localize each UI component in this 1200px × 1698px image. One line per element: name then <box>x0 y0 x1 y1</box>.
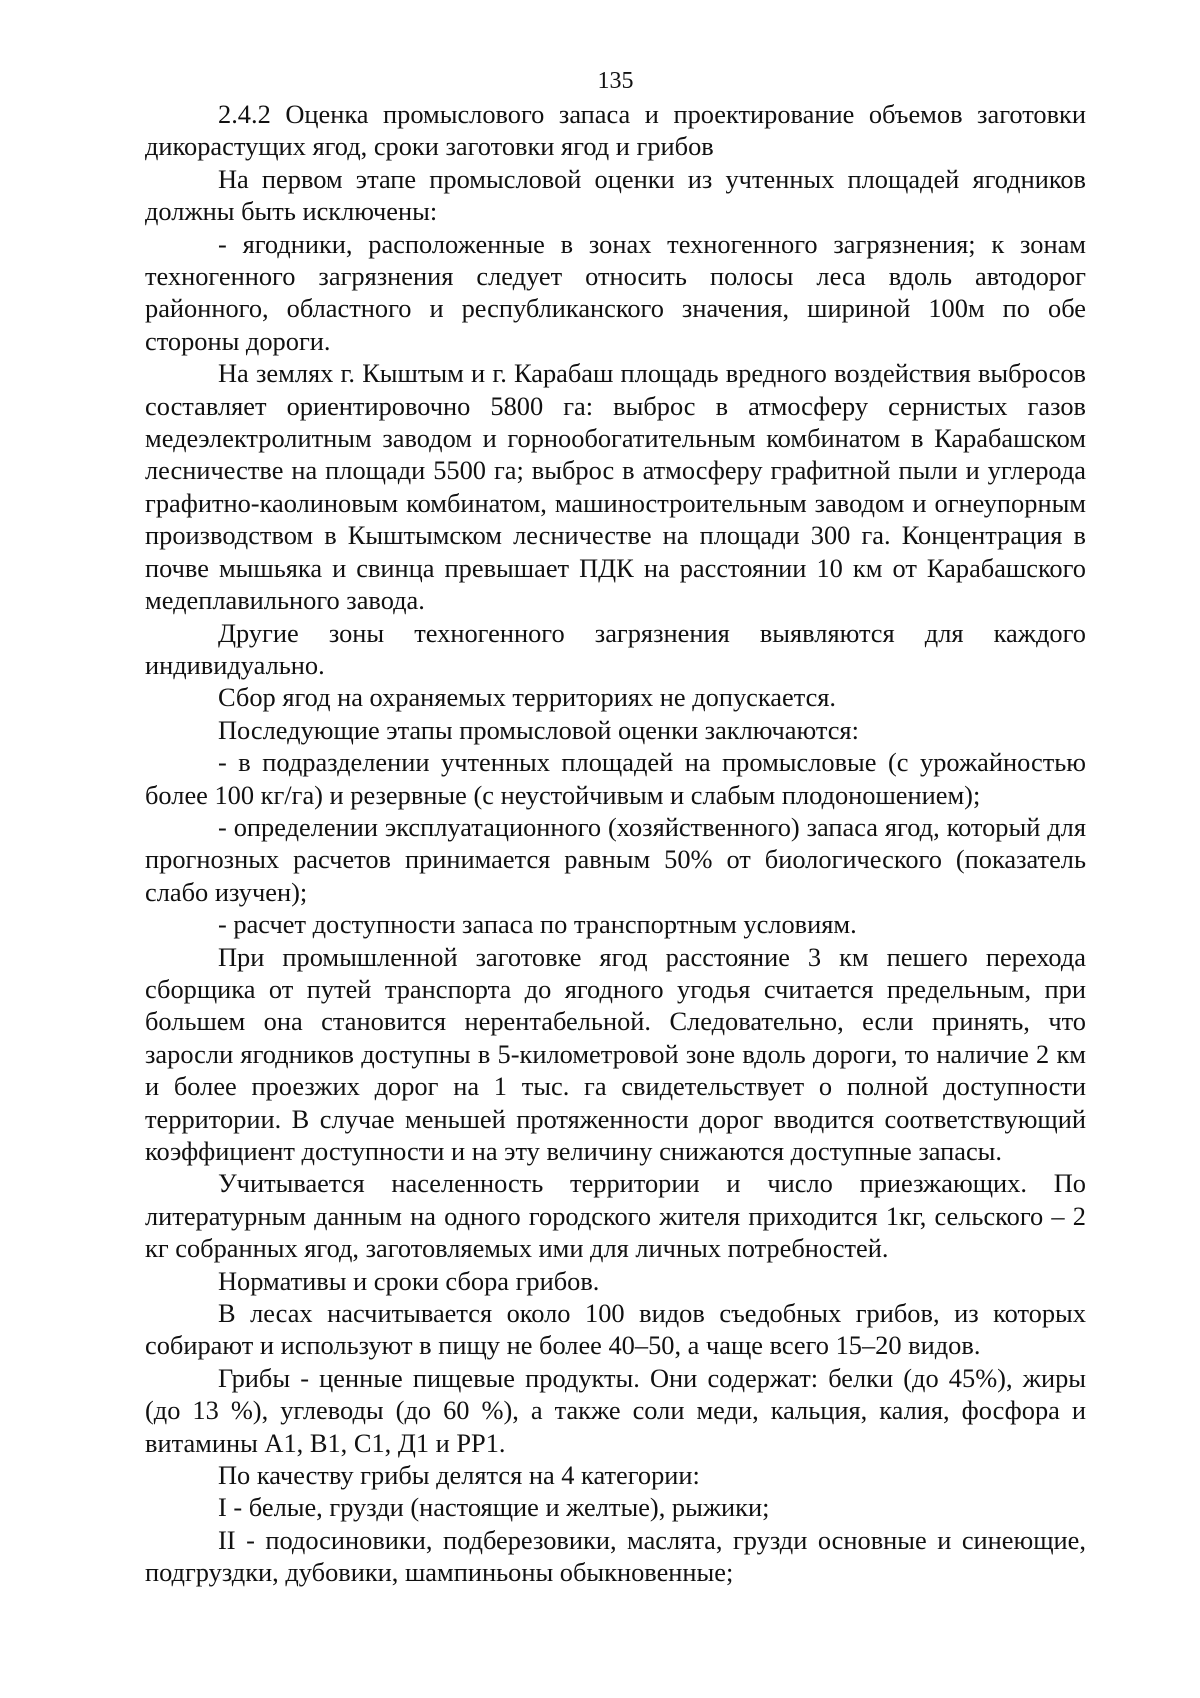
paragraph: Грибы - ценные пищевые продукты. Они содержат: белки (до 45%), жиры (до 13 %), углеводы (до 60 %), а также соли меди, кальция, калия, фосфора и витамины А1, В1, С1, Д1 и РР1. <box>145 1362 1086 1458</box>
list-item: - ягодники, расположенные в зонах техногенного загрязнения; к зонам техногенного загрязнения следует относить полосы леса вдоль автодорог районного, областного и республиканского значения, шириной 100м по обе стороны дороги. <box>145 228 1086 356</box>
paragraph: На первом этапе промысловой оценки из учтенных площадей ягодников должны быть исключены: <box>145 163 1086 227</box>
paragraph: По качеству грибы делятся на 4 категории: <box>218 1460 700 1491</box>
list-item: - в подразделении учтенных площадей на промысловые (с урожайностью более 100 кг/га) и резервные (с неустойчивым и слабым плодоношением); <box>145 747 1086 810</box>
list-item: I - белые, грузди (настоящие и желтые), рыжики; <box>218 1492 770 1523</box>
list-item: - определении эксплуатационного (хозяйственного) запаса ягод, который для прогнозных расчетов принимается равным 50% от биологического (показатель слабо изучен); <box>145 811 1086 907</box>
list-item: - расчет доступности запаса по транспортным условиям. <box>218 909 857 940</box>
paragraph: Последующие этапы промысловой оценки заключаются: <box>218 714 859 745</box>
paragraph: При промышленной заготовке ягод расстояние 3 км пешего перехода сборщика от путей транспорта до ягодного угодья считается предельным, при большем она становится нерентабельной. Следовательно, если принять, что заросли ягодников доступны в 5-километровой зоне вдоль дороги, то наличие 2 км и более проезжих дорог на 1 тыс. га свидетельствует о полной доступности территории. В случае меньшей протяженности дорог вводится соответствующий коэффициент доступности и на эту величину снижаются доступные запасы. <box>145 941 1086 1166</box>
paragraph: В лесах насчитывается около 100 видов съедобных грибов, из которых собирают и используют в пищу не более 40–50, а чаще всего 15–20 видов. <box>145 1298 1086 1361</box>
list-item: II - подосиновики, подберезовики, маслята, грузди основные и синеющие, подгруздки, дубовики, шампиньоны обыкновенные; <box>145 1524 1086 1588</box>
paragraph: Учитывается населенность территории и число приезжающих. По литературным данным на одного городского жителя приходится 1кг, сельского – 2 кг собранных ягод, заготовляемых ими для личных потребностей. <box>145 1168 1086 1264</box>
paragraph: Сбор ягод на охраняемых территориях не допускается. <box>218 682 837 713</box>
paragraph: На землях г. Кыштым и г. Карабаш площадь вредного воздействия выбросов составляет ориентировочно 5800 га: выброс в атмосферу сернистых газов медеэлектролитным заводом и горнообогатительным комбинатом в Карабашском лесничестве на площади 5500 га; выброс в атмосферу графитной пыли и углерода графитно-каолиновым комбинатом, машиностроительным заводом и огнеупорным производством в Кыштымском лесничестве на площади 300 га. Концентрация в почве мышьяка и свинца превышает ПДК на расстоянии 10 км от Карабашского медеплавильного завода. <box>145 358 1086 616</box>
page-number: 135 <box>597 68 634 94</box>
document-body <box>145 98 1086 1589</box>
subheading: Нормативы и сроки сбора грибов. <box>218 1265 600 1296</box>
section-heading: 2.4.2 Оценка промыслового запаса и проектирование объемов заготовки дикорастущих ягод, сроки заготовки ягод и грибов <box>145 99 1086 162</box>
paragraph: Другие зоны техногенного загрязнения выявляются для каждого индивидуально. <box>145 617 1086 680</box>
